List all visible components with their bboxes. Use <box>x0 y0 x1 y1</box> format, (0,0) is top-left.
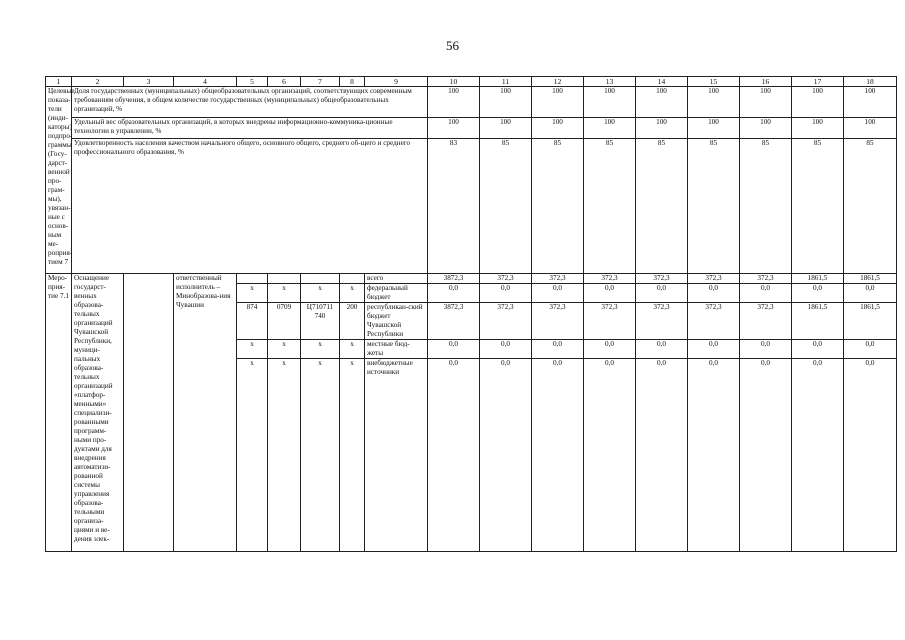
indicator-value: 100 <box>532 118 584 139</box>
col-header: 5 <box>237 77 268 87</box>
indicator-value: 85 <box>636 139 688 274</box>
budget-code: х <box>301 359 340 552</box>
funding-value: 372,3 <box>740 303 792 340</box>
column-number-row <box>46 77 897 87</box>
budget-code: х <box>268 284 301 303</box>
indicator-value: 100 <box>844 118 897 139</box>
funding-value: 0,0 <box>480 340 532 359</box>
col-header: 11 <box>480 77 532 87</box>
col-header: 8 <box>340 77 365 87</box>
funding-value: 0,0 <box>428 284 480 303</box>
indicator-value: 83 <box>428 139 480 274</box>
funding-value: 372,3 <box>532 274 584 284</box>
funding-value: 0,0 <box>688 359 740 552</box>
funding-value: 0,0 <box>844 284 897 303</box>
funding-value: 3872,3 <box>428 274 480 284</box>
funding-value: 0,0 <box>792 340 844 359</box>
budget-code: х <box>340 284 365 303</box>
funding-value: 372,3 <box>636 274 688 284</box>
col-header: 13 <box>584 77 636 87</box>
indicator-row <box>46 118 897 139</box>
indicator-value: 100 <box>740 118 792 139</box>
funding-value: 0,0 <box>844 359 897 552</box>
indicator-value: 100 <box>428 87 480 118</box>
budget-code: х <box>268 340 301 359</box>
funding-value: 372,3 <box>584 303 636 340</box>
funding-value: 1861,5 <box>844 303 897 340</box>
budget-code: 874 <box>237 303 268 340</box>
col-header: 4 <box>174 77 237 87</box>
funding-value: 0,0 <box>844 340 897 359</box>
col-header: 16 <box>740 77 792 87</box>
col-header: 17 <box>792 77 844 87</box>
col-header: 2 <box>72 77 124 87</box>
funding-value: 0,0 <box>688 284 740 303</box>
indicator-text: Удельный вес образовательных организаций, в которых внедрены информационно-коммуника-ционные технологии в управлении, % <box>72 118 428 139</box>
funding-value: 0,0 <box>636 359 688 552</box>
targets-label: Целевые показа-тели (инди-каторы) подпро-граммы (Госу-дарст-венной про-грам-мы), увязан-ные с основ-ным ме-роприя-тием 7 <box>46 87 72 274</box>
funding-source: федеральный бюджет <box>365 284 428 303</box>
funding-value: 0,0 <box>740 340 792 359</box>
funding-value: 0,0 <box>532 340 584 359</box>
indicator-value: 100 <box>636 118 688 139</box>
budget-code: Ц710711 740 <box>301 303 340 340</box>
indicator-row <box>46 139 897 274</box>
col-header: 3 <box>124 77 174 87</box>
indicator-text: Удовлетворенность населения качеством начального общего, основного общего, среднего об-щего и среднего профессионального образования, % <box>72 139 428 274</box>
funding-value: 372,3 <box>688 274 740 284</box>
funding-value: 372,3 <box>688 303 740 340</box>
funding-value: 1861,5 <box>844 274 897 284</box>
budget-code: 200 <box>340 303 365 340</box>
funding-row <box>46 274 897 284</box>
col-header: 1 <box>46 77 72 87</box>
funding-value: 0,0 <box>584 284 636 303</box>
budget-code: х <box>237 284 268 303</box>
indicator-value: 100 <box>636 87 688 118</box>
funding-value: 372,3 <box>740 274 792 284</box>
funding-value: 0,0 <box>636 284 688 303</box>
funding-value: 372,3 <box>636 303 688 340</box>
funding-source: внебюджетные источники <box>365 359 428 552</box>
indicator-value: 100 <box>480 87 532 118</box>
budget-code: х <box>301 340 340 359</box>
indicator-value: 85 <box>532 139 584 274</box>
funding-value: 372,3 <box>480 274 532 284</box>
funding-value: 0,0 <box>740 359 792 552</box>
funding-value: 0,0 <box>636 340 688 359</box>
funding-value: 0,0 <box>740 284 792 303</box>
budget-code <box>340 274 365 284</box>
col-header: 9 <box>365 77 428 87</box>
funding-value: 0,0 <box>792 359 844 552</box>
budget-code: х <box>340 359 365 552</box>
indicator-value: 100 <box>584 87 636 118</box>
funding-value: 372,3 <box>584 274 636 284</box>
funding-source: местные бюд-жеты <box>365 340 428 359</box>
funding-value: 0,0 <box>532 284 584 303</box>
funding-source: всего <box>365 274 428 284</box>
funding-value: 0,0 <box>428 359 480 552</box>
funding-value: 1861,5 <box>792 303 844 340</box>
funding-value: 0,0 <box>428 340 480 359</box>
indicator-value: 100 <box>532 87 584 118</box>
funding-value: 372,3 <box>532 303 584 340</box>
col-header: 14 <box>636 77 688 87</box>
page-number: 56 <box>446 38 459 53</box>
funding-value: 1861,5 <box>792 274 844 284</box>
indicator-value: 85 <box>480 139 532 274</box>
funding-value: 0,0 <box>480 359 532 552</box>
col-header: 6 <box>268 77 301 87</box>
budget-code <box>268 274 301 284</box>
funding-value: 0,0 <box>584 359 636 552</box>
measure-name: Оснащение государст-венных образова-тельных организаций Чувашской Республики, муници-пальных образова-тельных организаций «платфор-менными» специализи-рованными программ-ными про-дуктами для внедрения автоматизи-рованной системы управления образова-тельными организа-циями и ве-дения элек- <box>72 274 124 552</box>
indicator-value: 85 <box>740 139 792 274</box>
budget-code: х <box>340 340 365 359</box>
measure-col3 <box>124 274 174 552</box>
indicator-text: Доля государственных (муниципальных) общеобразовательных организаций, соответствующих современным требованиям обучения, в общем количестве государственных (муниципальных) общеобразовательных организаций, % <box>72 87 428 118</box>
funding-value: 0,0 <box>584 340 636 359</box>
indicator-value: 100 <box>428 118 480 139</box>
indicator-row <box>46 87 897 118</box>
program-table <box>45 76 897 552</box>
budget-code: 0709 <box>268 303 301 340</box>
indicator-value: 100 <box>844 87 897 118</box>
budget-code: х <box>301 284 340 303</box>
funding-source: республикан-ский бюджет Чувашской Республики <box>365 303 428 340</box>
indicator-value: 85 <box>584 139 636 274</box>
indicator-value: 100 <box>688 87 740 118</box>
measure-label: Меро-прия-тие 7.1 <box>46 274 72 552</box>
indicator-value: 100 <box>584 118 636 139</box>
funding-value: 3872,3 <box>428 303 480 340</box>
funding-value: 0,0 <box>792 284 844 303</box>
col-header: 15 <box>688 77 740 87</box>
budget-code: х <box>237 359 268 552</box>
funding-value: 0,0 <box>532 359 584 552</box>
indicator-value: 85 <box>688 139 740 274</box>
budget-code: х <box>268 359 301 552</box>
funding-value: 372,3 <box>480 303 532 340</box>
indicator-value: 85 <box>844 139 897 274</box>
indicator-value: 100 <box>792 87 844 118</box>
budget-code <box>301 274 340 284</box>
measure-responsible: ответственный исполнитель – Минобразова-ния Чувашии <box>174 274 237 552</box>
budget-code: х <box>237 340 268 359</box>
indicator-value: 100 <box>688 118 740 139</box>
indicator-value: 100 <box>480 118 532 139</box>
funding-value: 0,0 <box>480 284 532 303</box>
col-header: 18 <box>844 77 897 87</box>
col-header: 12 <box>532 77 584 87</box>
col-header: 10 <box>428 77 480 87</box>
indicator-value: 100 <box>792 118 844 139</box>
funding-value: 0,0 <box>688 340 740 359</box>
col-header: 7 <box>301 77 340 87</box>
indicator-value: 85 <box>792 139 844 274</box>
budget-code <box>237 274 268 284</box>
indicator-value: 100 <box>740 87 792 118</box>
